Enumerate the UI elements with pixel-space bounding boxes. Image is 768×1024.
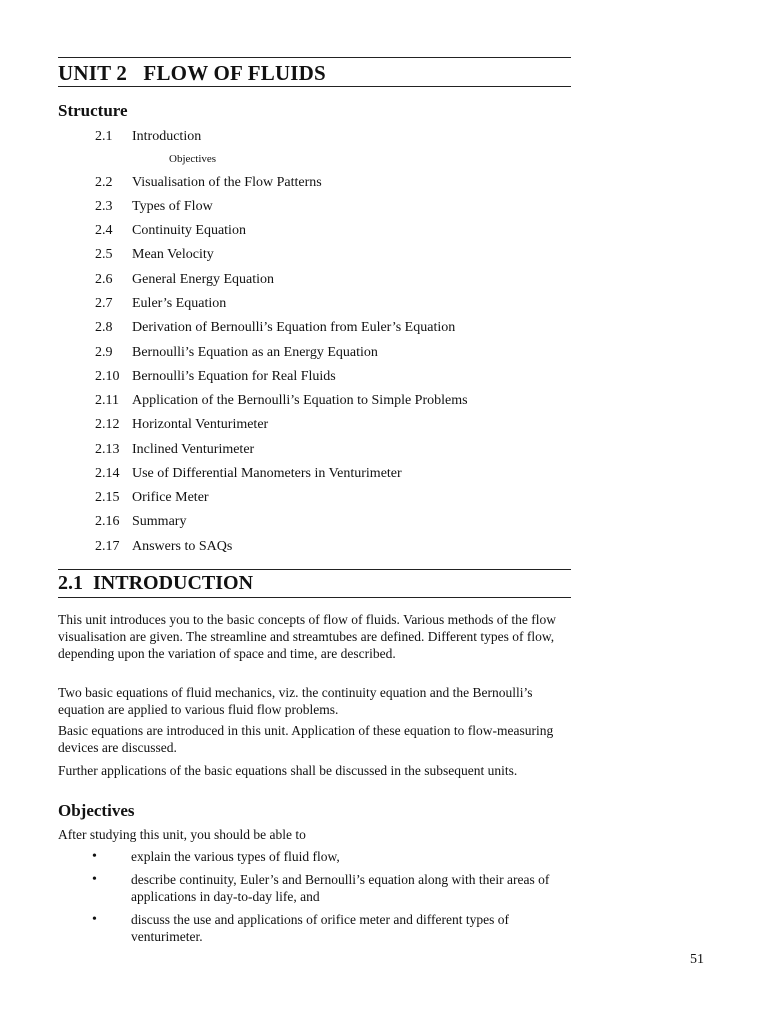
toc-label: Continuity Equation bbox=[132, 223, 246, 238]
toc-number: 2.10 bbox=[95, 369, 120, 384]
toc-number: 2.16 bbox=[95, 514, 120, 529]
toc-number: 2.3 bbox=[95, 199, 113, 214]
toc-label: Mean Velocity bbox=[132, 247, 214, 262]
intro-top-rule bbox=[58, 569, 571, 570]
toc-subitem: Objectives bbox=[169, 153, 217, 165]
intro-paragraph: Two basic equations of fluid mechanics, viz. the continuity equation and the Bernoulli’s equation are applied to various fluid flow problems. bbox=[58, 685, 533, 717]
toc-number: 2.14 bbox=[95, 466, 120, 481]
toc-number: 2.2 bbox=[95, 175, 113, 190]
title-underline bbox=[58, 86, 571, 87]
toc-number: 2.13 bbox=[95, 442, 120, 457]
intro-underline bbox=[58, 597, 571, 598]
toc-label: Application of the Bernoulli’s Equation to Simple Problems bbox=[132, 393, 468, 408]
toc-number: 2.4 bbox=[95, 223, 113, 238]
toc-number: 2.11 bbox=[95, 393, 119, 408]
structure-heading: Structure bbox=[58, 101, 128, 120]
toc-number: 2.1 bbox=[95, 129, 113, 144]
toc-number: 2.8 bbox=[95, 320, 113, 335]
page-number: 51 bbox=[690, 952, 704, 967]
toc-label: Types of Flow bbox=[132, 199, 213, 214]
top-rule bbox=[58, 57, 571, 58]
toc-label: Use of Differential Manometers in Venturimeter bbox=[132, 466, 402, 481]
intro-paragraph: Further applications of the basic equations shall be discussed in the subsequent units. bbox=[58, 763, 518, 778]
toc-number: 2.9 bbox=[95, 345, 113, 360]
toc-label: Derivation of Bernoulli’s Equation from Euler’s Equation bbox=[132, 320, 456, 335]
objective-text: describe continuity, Euler’s and Bernoulli’s equation along with their areas of applications in day-to-day life, and bbox=[131, 872, 550, 904]
toc-label: Inclined Venturimeter bbox=[132, 442, 255, 457]
intro-paragraph: Basic equations are introduced in this unit. Application of these equation to flow-measuring devices are discussed. bbox=[58, 723, 554, 755]
toc-label: Euler’s Equation bbox=[132, 296, 227, 311]
toc-label: Horizontal Venturimeter bbox=[132, 417, 269, 432]
unit-title: UNIT 2 FLOW OF FLUIDS bbox=[58, 61, 326, 85]
bullet-icon: • bbox=[92, 912, 97, 927]
toc-label: Answers to SAQs bbox=[132, 539, 233, 554]
bullet-icon: • bbox=[92, 849, 97, 864]
bullet-icon: • bbox=[92, 872, 97, 887]
toc-label: Visualisation of the Flow Patterns bbox=[132, 175, 322, 190]
section-heading-introduction: 2.1 INTRODUCTION bbox=[58, 572, 254, 594]
toc-number: 2.15 bbox=[95, 490, 120, 505]
toc-number: 2.7 bbox=[95, 296, 113, 311]
objective-text: explain the various types of fluid flow, bbox=[131, 849, 340, 864]
toc-label: Bernoulli’s Equation for Real Fluids bbox=[132, 369, 336, 384]
toc-number: 2.12 bbox=[95, 417, 120, 432]
intro-paragraph: This unit introduces you to the basic concepts of flow of fluids. Various methods of the flow visualisation are given. The streamline and streamtubes are defined. Different types of flow, depending upon the variation of space and time, are described. bbox=[58, 612, 557, 661]
toc-label: Summary bbox=[132, 514, 187, 529]
toc-label: Orifice Meter bbox=[132, 490, 209, 505]
objectives-heading: Objectives bbox=[58, 801, 135, 820]
toc-label: Bernoulli’s Equation as an Energy Equation bbox=[132, 345, 378, 360]
toc-number: 2.5 bbox=[95, 247, 113, 262]
toc-label: Introduction bbox=[132, 129, 202, 144]
toc-number: 2.6 bbox=[95, 272, 113, 287]
toc-number: 2.17 bbox=[95, 539, 120, 554]
toc-label: General Energy Equation bbox=[132, 272, 275, 287]
objectives-intro: After studying this unit, you should be able to bbox=[58, 827, 306, 842]
objective-text: discuss the use and applications of orifice meter and different types of venturimeter. bbox=[131, 912, 510, 944]
